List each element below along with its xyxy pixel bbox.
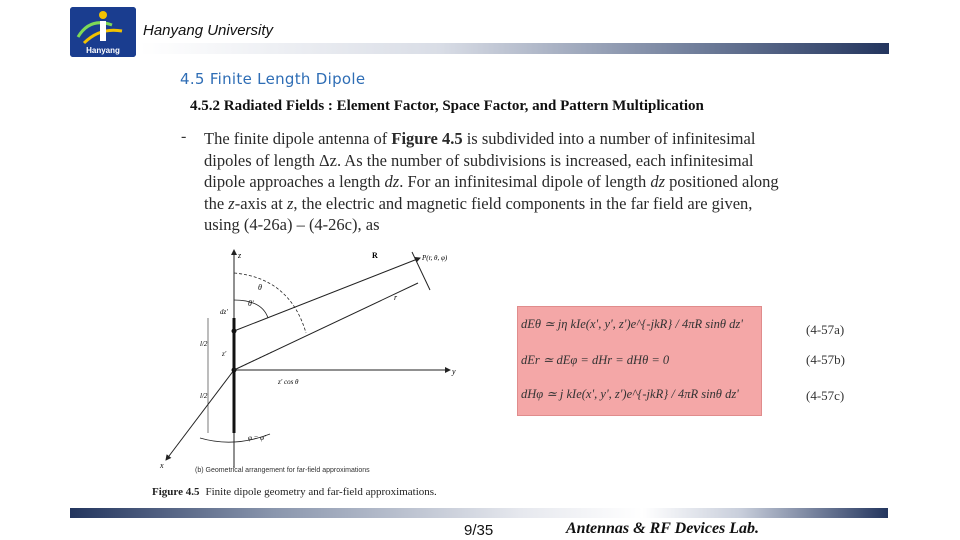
element-point	[232, 329, 237, 334]
equation-number-b: (4-57b)	[806, 352, 845, 367]
label-theta: θ	[258, 283, 262, 292]
label-y: y	[452, 367, 456, 376]
equation-4-57b: dEr ≃ dEφ = dHr = dHθ = 0	[521, 353, 670, 367]
figure-caption	[152, 486, 437, 498]
label-l2-bottom: l/2	[200, 392, 208, 400]
label-r: r	[394, 293, 398, 302]
figure-subcaption: (b) Geometrical arrangement for far-field approximations	[195, 467, 370, 474]
header-divider-bar	[140, 43, 889, 54]
body-paragraph	[204, 128, 844, 236]
logo-text: Hanyang	[86, 46, 120, 55]
paragraph-line-3: dipole approaches a length dz. For an infinitesimal dipole of length dz positioned along	[204, 172, 779, 191]
hanyang-logo	[70, 7, 136, 57]
paragraph-line-2: dipoles of length Δz. As the number of subdivisions is increased, each infinitesimal	[204, 150, 754, 170]
lab-name: Antennas & RF Devices Lab.	[566, 520, 760, 537]
theta-arc	[234, 273, 306, 333]
university-name: Hanyang University	[143, 22, 274, 39]
equation-4-57c: dHφ ≃ j kIe(x', y', z')e^{-jkR} / 4πR sinθ dz'	[521, 387, 739, 401]
label-l2-top: l/2	[200, 340, 208, 348]
equation-number-c: (4-57c)	[806, 388, 845, 403]
label-z: z	[238, 251, 242, 260]
bullet-marker: -	[181, 128, 187, 145]
paragraph-line-1: The finite dipole antenna of Figure 4.5 is subdivided into a number of infinitesimal	[204, 129, 756, 148]
equation-number-a: (4-57a)	[806, 322, 845, 337]
page-number: 9/35	[464, 522, 494, 539]
footer-divider-bar	[70, 508, 888, 518]
slide-subtitle: 4.5.2 Radiated Fields : Element Factor, Space Factor, and Pattern Multiplication	[190, 98, 704, 114]
label-dz: dz'	[220, 308, 228, 316]
figure-caption-number: Figure 4.5	[152, 486, 200, 498]
r-prime-vector	[234, 258, 420, 331]
section-title: 4.5 Finite Length Dipole	[180, 70, 366, 88]
paragraph-line-4: the z-axis at z, the electric and magnetic field components in the far field are given,	[204, 193, 753, 213]
paragraph-line-5: using (4-26a) – (4-26c), as	[204, 215, 380, 234]
equation-4-57a: dEθ ≃ jη kIe(x', y', z')e^{-jkR} / 4πR sinθ dz'	[521, 317, 743, 331]
label-R: R	[372, 251, 378, 260]
x-axis	[166, 370, 234, 460]
figure-reference: Figure 4.5	[391, 129, 463, 148]
label-P: P(r, θ, φ)	[422, 254, 448, 262]
label-x: x	[160, 461, 164, 470]
label-phi: φ = φ'	[248, 434, 266, 442]
label-theta-prime: θ'	[248, 299, 254, 308]
r-vector	[234, 283, 418, 370]
dipole-geometry-figure	[150, 238, 470, 478]
logo-graphic	[70, 7, 136, 57]
label-z-prime: z'	[222, 350, 227, 358]
label-zcos: z' cos θ	[278, 378, 299, 386]
figure-caption-text: Finite dipole geometry and far-field approximations.	[205, 486, 437, 498]
